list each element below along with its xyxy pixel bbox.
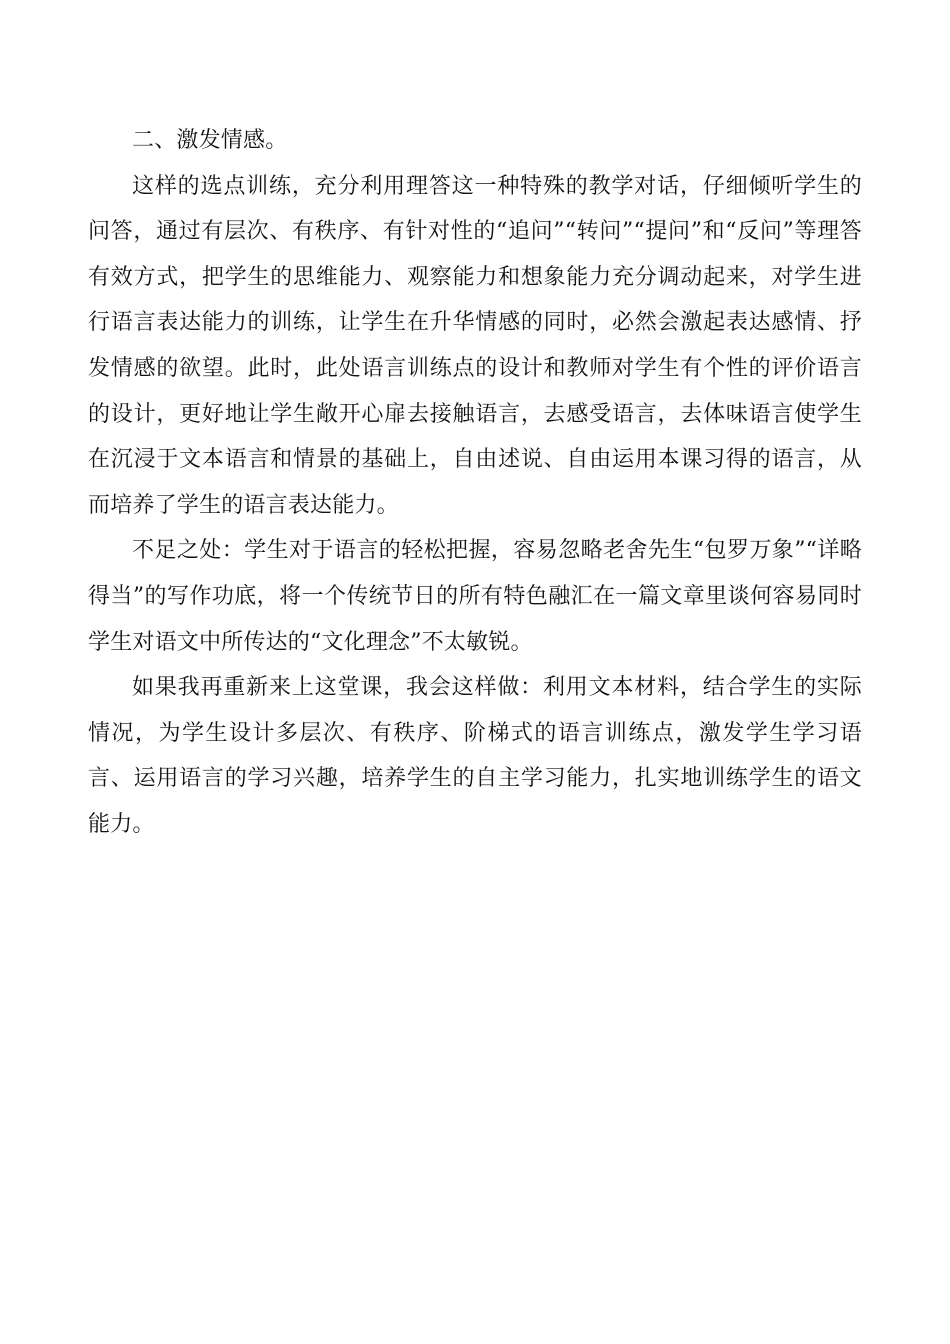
section-heading: 二、激发情感。 bbox=[132, 128, 288, 153]
paragraph-1: 这样的选点训练，充分利用理答这一种特殊的教学对话，仔细倾听学生的问答，通过有层次、有秩序、有针对性的“追问”“转问”“提问”和“反问”等理答有效方式，把学生的思维能力、观察能力和想象能力充分调动起来，对学生进行语言表达能力的训练，让学生在升华情感的同时，必然会激起表达感情、抒发情感的欲望。此时，此处语言训练点的设计和教师对学生有个性的评价语言的设计，更好地让学生敞开心扉去接触语言，去感受语言，去体味语言使学生在沉浸于文本语言和情景的基础上，自由述说、自由运用本课习得的语言，从而培养了学生的语言表达能力。 bbox=[88, 173, 862, 518]
document-body bbox=[88, 118, 862, 848]
paragraph-2: 不足之处：学生对于语言的轻松把握，容易忽略老舍先生“包罗万象”“详略得当”的写作功底，将一个传统节日的所有特色融汇在一篇文章里谈何容易同时学生对语文中所传达的“文化理念”不太敏锐。 bbox=[88, 538, 862, 655]
paragraph-3: 如果我再重新来上这堂课，我会这样做：利用文本材料，结合学生的实际情况，为学生设计多层次、有秩序、阶梯式的语言训练点，激发学生学习语言、运用语言的学习兴趣，培养学生的自主学习能力，扎实地训练学生的语文能力。 bbox=[88, 675, 862, 837]
